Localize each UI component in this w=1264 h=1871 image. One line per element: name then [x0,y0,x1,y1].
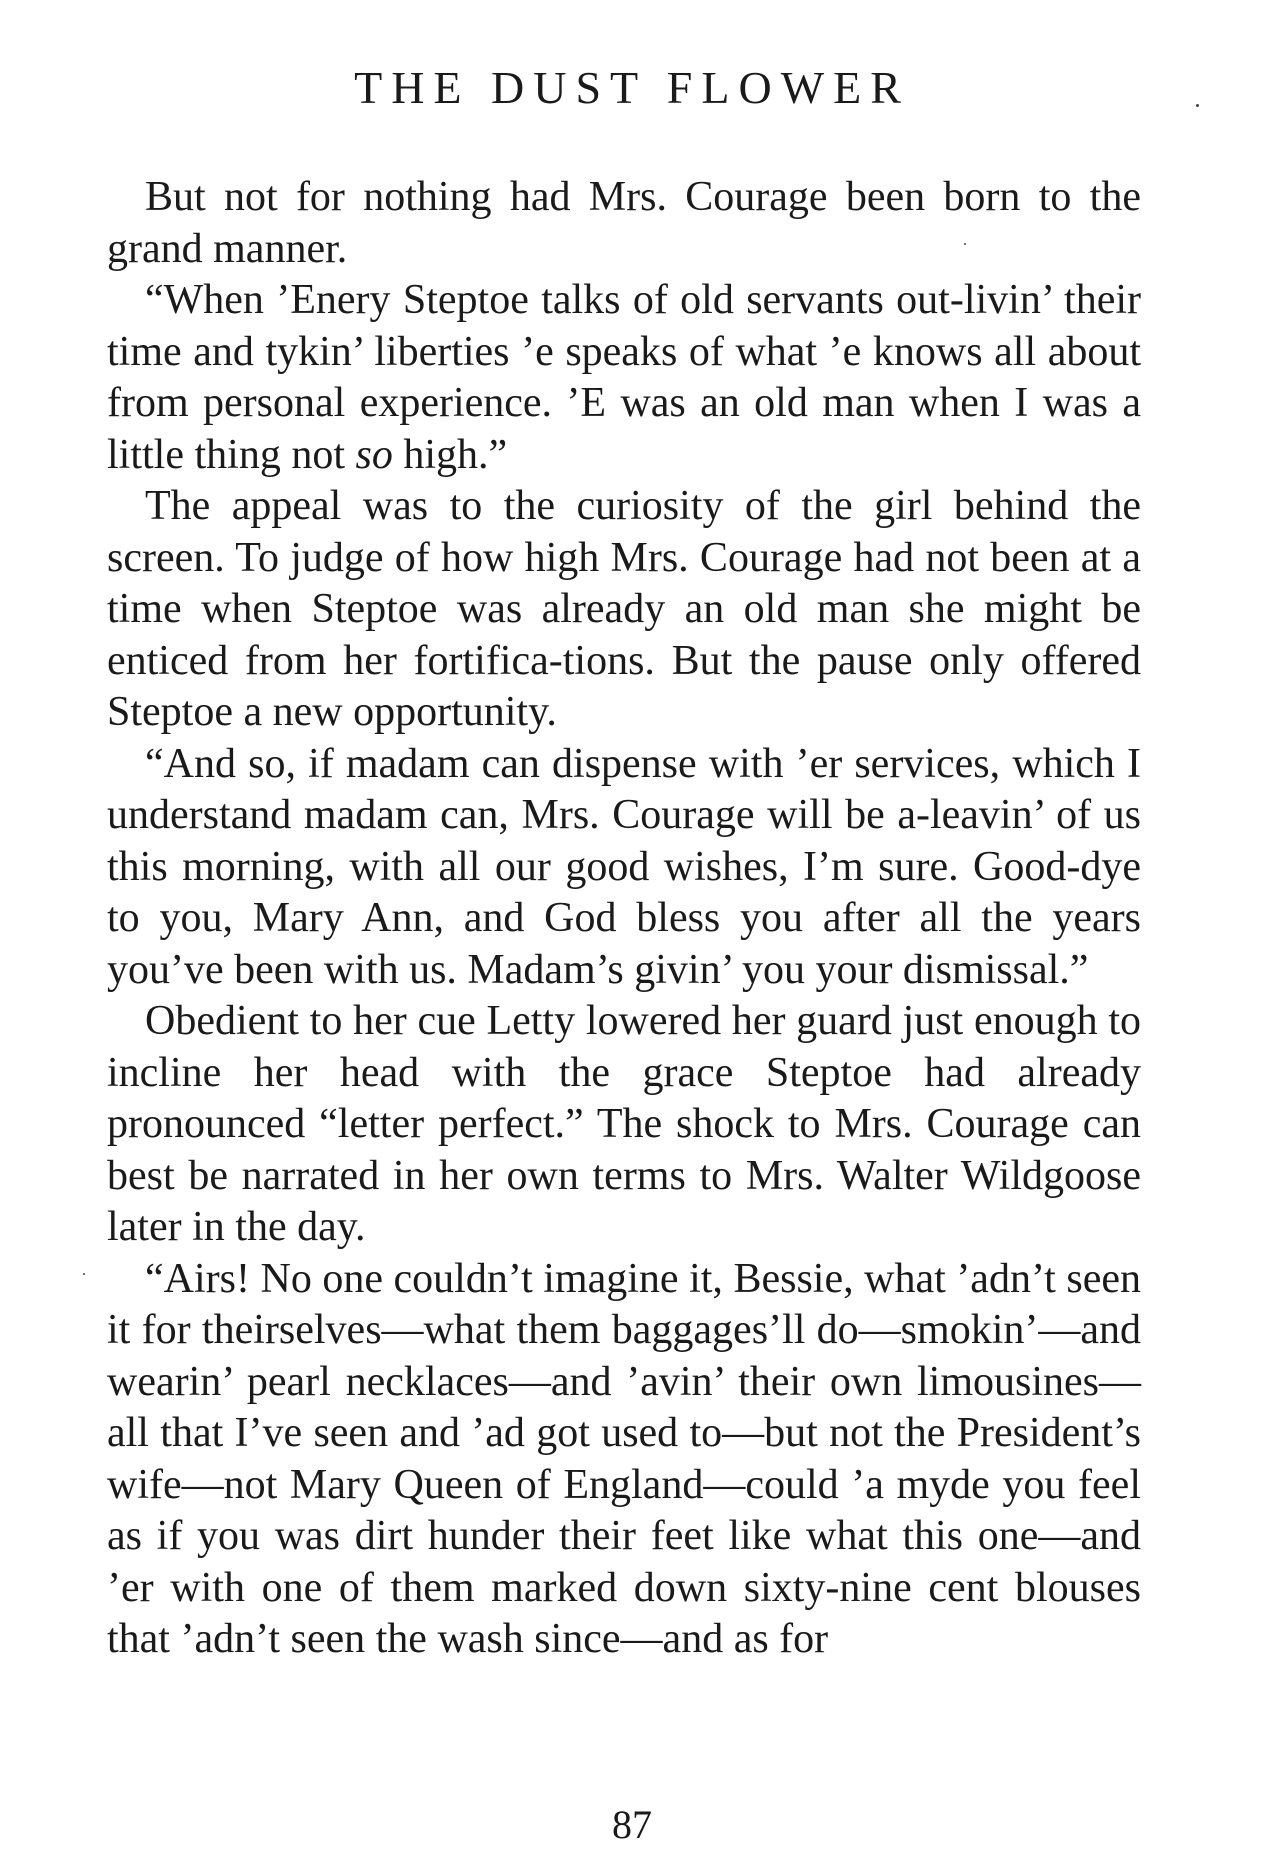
paragraph-text: Obedient to her cue Letty lowered her guard just enough to incline her head with the grace Steptoe had already pronounced “letter perfect.” The shock to Mrs. Courage can best be narrated in her own terms to Mrs. Walter Wildgoose later in the day. [107,998,1141,1250]
paragraph-4 [107,739,1141,997]
paragraph-5 [107,996,1141,1254]
paragraph-6 [107,1254,1141,1666]
paragraph-text: “When ’Enery Steptoe talks of old servants out-livin’ their time and tykin’ liberties ’e speaks of what ’e knows all about from personal experience. ’E was an old man when I was a little thing not [107,277,1141,478]
paragraph-1 [107,172,1141,275]
paragraph-text: high.” [392,431,508,478]
paragraph-text: The appeal was to the curiosity of the girl behind the screen. To judge of how high Mrs. Courage had not been at a time when Steptoe was already an old man she might be enticed from her fortifica-tions. But the pause only offered Steptoe a new opportunity. [107,483,1141,735]
paragraph-3 [107,481,1141,739]
page-number: 87 [612,1802,652,1847]
body-text [107,172,1141,1666]
paper-speck [964,243,966,245]
paper-speck [1196,104,1199,107]
italic-emphasis: so [355,431,393,478]
running-head: THE DUST FLOWER [354,62,910,113]
paper-speck [83,1273,85,1275]
paragraph-text: “Airs! No one couldn’t imagine it, Bessie, what ’adn’t seen it for theirselves—what them baggages’ll do—smokin’—and wearin’ pearl necklaces—and ’avin’ their own limousines—all that I’ve seen and ’ad got used to—but not the President’s wife—not Mary Queen of England—could ’a myde you feel as if you was dirt hunder their feet like what this one—and ’er with one of them marked down sixty-nine cent blouses that ’adn’t seen the wash since—and as for [107,1255,1141,1662]
paragraph-text: “And so, if madam can dispense with ’er services, which I understand madam can, Mrs. Courage will be a-leavin’ of us this morning, with all our good wishes, I’m sure. Good-dye to you, Mary Ann, and God bless you after all the years you’ve been with us. Madam’s givin’ you your dismissal.” [107,740,1141,993]
paragraph-2 [107,275,1141,481]
paragraph-text: But not for nothing had Mrs. Courage been born to the grand manner. [107,174,1141,272]
